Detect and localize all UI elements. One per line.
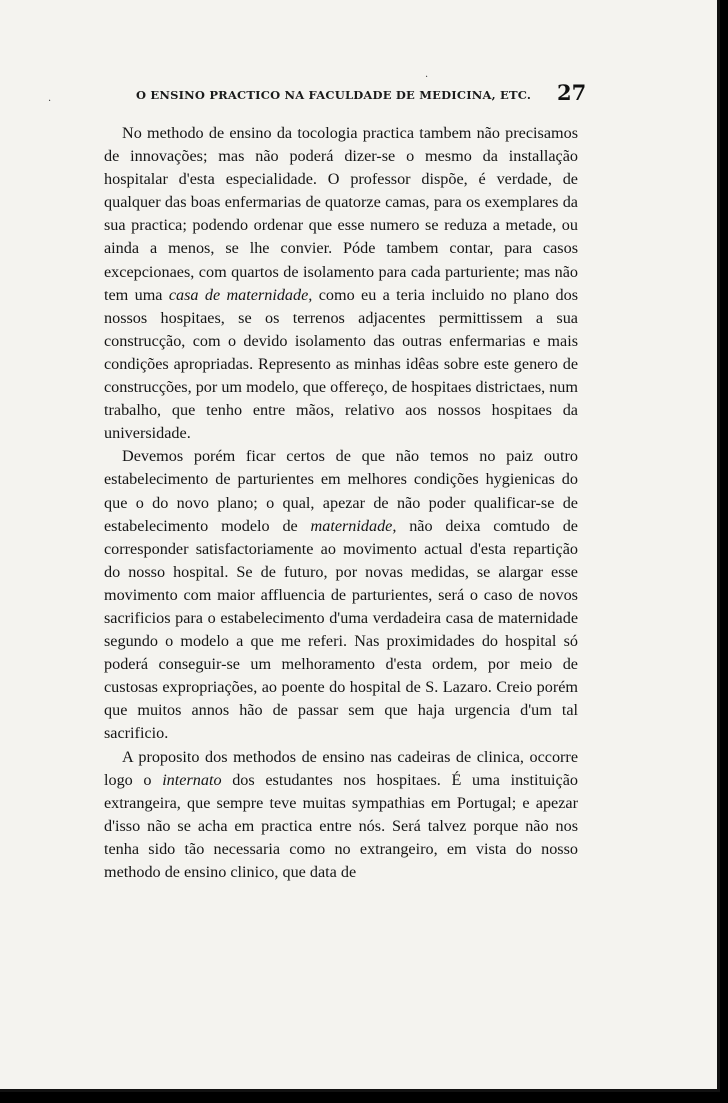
paragraph bbox=[104, 445, 578, 745]
italic-term: casa de maternidade, bbox=[168, 285, 313, 304]
text-run: A proposito dos methodos de ensino nas cadeiras de clinica, occorre logo o bbox=[104, 747, 578, 789]
paragraph bbox=[104, 746, 578, 885]
italic-term: internato bbox=[162, 770, 222, 789]
text-run: No methodo de ensino da tocologia practica tambem não precisamos de innovações; mas não poderá dizer-se o mesmo da installação hospitalar d'esta especialidade. O professor dispõe, é verdade, de qualquer das boas enfermarias de quatorze camas, para os exemplares da sua practica; podendo ordenar que esse numero se reduza a metade, ou ainda a menos, se lhe convier. Póde tambem contar, para casos excepcionaes, com quartos de isolamento para cada parturiente; mas não tem uma bbox=[104, 124, 578, 304]
text-run: como eu a teria incluido no plano dos nossos hospitaes, se os terrenos adjacentes permittissem a sua construcção, com o devido isolamento das outras enfermarias e mais condições apropriadas. Represento as minhas idêas sobre este genero de construcções, por um modelo, que offereço, de hospitaes districtaes, num trabalho, que tenho entre mãos, relativo aos nossos hospitaes da universidade. bbox=[104, 285, 578, 443]
body-text bbox=[104, 122, 578, 884]
page-number: 27 bbox=[557, 80, 587, 105]
paragraph bbox=[104, 122, 578, 445]
text-run: dos estudantes nos hospitaes. É uma instituição extrangeira, que sempre teve muitas sympathias em Portugal; e apezar d'isso não se acha em practica entre nós. Será talvez porque não nos tenha sido tão necessaria como no extrangeiro, em vista do nosso methodo de ensino clinico, que data de bbox=[104, 770, 579, 881]
text-run: não deixa comtudo de corresponder satisfactoriamente ao movimento actual d'esta repartição do nosso hospital. Se de futuro, por novas medidas, se alargar esse movimento com maior affluencia de parturientes, será o caso de novos sacrificios para o estabelecimento d'uma verdadeira casa de maternidade segundo o modelo a que me referi. Nas proximidades do hospital só poderá conseguir-se um melhoramento d'esta ordem, por meio de custosas expropriações, ao poente do hospital de S. Lazaro. Creio porém que muitos annos hão de passar sem que haja urgencia d'um tal sacrificio. bbox=[104, 516, 578, 743]
margin-speck: · bbox=[425, 72, 429, 83]
italic-term: maternidade, bbox=[310, 516, 397, 535]
margin-speck: · bbox=[48, 96, 52, 107]
text-run: Devemos porém ficar certos de que não temos no paiz outro estabelecimento de parturientes em melhores condições hygienicas do que o do novo plano; o qual, apezar de não poder qualificar-se de estabelecimento modelo de bbox=[104, 447, 578, 535]
running-header: O ENSINO PRACTICO NA FACULDADE DE MEDICINA, ETC. bbox=[136, 88, 532, 102]
